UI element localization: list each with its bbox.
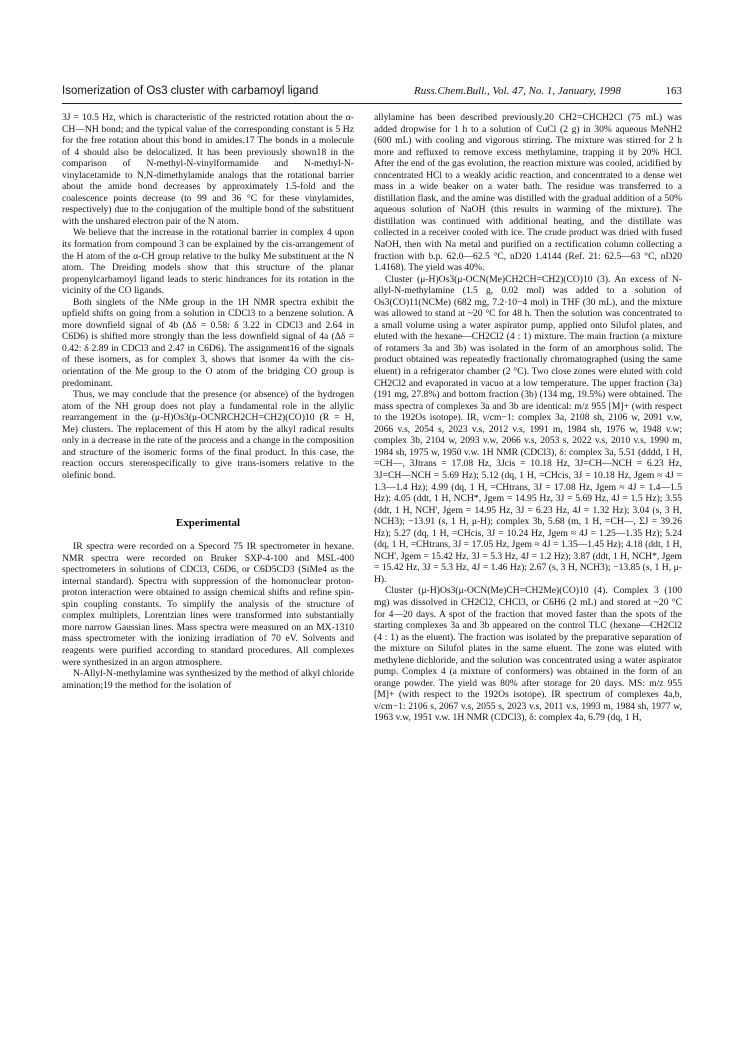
paragraph-cluster-3: Cluster (μ-H)Os3(μ-OCN(Me)CH2CH=CH2)(CO)10 (3). An excess of N-allyl-N-methylamine (1.5 g, 0.02 mol) was added to a solution of Os3(CO)11(NCMe) (682 mg, 7.2·10−4 mol) in THF (30 mL), and the mixture was allowed to stand at ~20 °C for 48 h. Then the solution was concentrated to a small volume using a water aspirator pump, applied onto Silufol plates, and eluted with the hexane—CH2Cl2 (4 : 1) mixture. The main fraction (a mixture of rotamers 3a and 3b) was isolated in the form of an amorphous solid. The product obtained was repeatedly fractionally chromatographed (using the same eluent) in a refrigerator chamber (2 °C). Two close zones were eluted with cold CH2Cl2 and evaporated in vacuo at a low temperature. The upper fraction (3a) (191 mg, 27.8%) and bottom fraction (3b) (134 mg, 19.5%) were obtained. The mass spectra of complexes 3a and 3b are identical: m/z 955 [M]+ (with respect to the 192Os isotope). IR, ν/cm−1: complex 3a, 2108 sh, 2106 w, 2091 v.w, 2066 v.s, 2054 s, 2023 v.s, 2012 v.s, 1991 m, 1984 sh, 1976 w, 1948 v.w; complex 3b, 2104 w, 2093 v.w, 2066 v.s, 2053 s, 2022 v.s, 2010 v.s, 1990 m, 1984 sh, 1975 w, 1950 v.w. 1H NMR (CDCl3), δ: complex 3a, 5.51 (dddd, 1 H, =CH—, 3Jtrans = 17.08 Hz, 3Jcis = 10.18 Hz, 3J=CH—NCH = 6.23 Hz, 3J=CH—NCH = 5.69 Hz); 5.12 (dq, 1 H, =CHcis, 3J = 10.18 Hz, Jgem ≈ 4J = 1.3—1.4 Hz); 4.99 (dq, 1 H, =CHtrans, 3J = 17.08 Hz, Jgem ≈ 4J = 1.4—1.5 Hz); 4.05 (ddt, 1 H, NCH*, Jgem = 14.95 Hz, 3J = 5.69 Hz, 4J = 1.5 Hz); 3.55 (ddt, 1 H, NCH', Jgem = 14.95 Hz, 3J = 6.23 Hz, 4J = 1.32 Hz); 3.04 (s, 3 H, NCH3); −13.91 (s, 1 H, μ-H); complex 3b, 5.68 (m, 1 H, =CH—, ΣJ = 39.26 Hz); 5.27 (dq, 1 H, =CHcis, 3J = 10.24 Hz, Jgem ≈ 4J = 1.25—1.35 Hz); 5.24 (dq, 1 H, =CHtrans, 3J = 17.05 Hz, Jgem ≈ 4J = 1.35—1.45 Hz); 4.18 (ddt, 1 H, NCH', Jgem = 15.42 Hz, 3J = 5.3 Hz, 4J = 1.2 Hz); 3.87 (ddt, 1 H, NCH*, Jgem = 15.42 Hz, 3J = 5.3 Hz, 4J = 1.46 Hz); 2.67 (s, 3 H, NCH3); −13.85 (s, 1 H, μ-H). (374, 273, 682, 585)
paragraph: Both singlets of the NMe group in the 1H NMR spectra exhibit the upfield shifts on going from a solution in CDCl3 to a benzene solution. A more downfield signal of 4b (Δδ = 0.58: δ 3.22 in CDCl3 and 2.64 in C6D6) is shifted more strongly than the less downfield signal of 4a (Δδ = 0.42: δ 2.89 in CDCl3 and 2.47 in C6D6). The assignment16 of the signals of these isomers, as for complex 3, shows that isomer 4a with the cis-orientation of the Me group to the O atom of the bridging CO group is predominant. (62, 296, 354, 389)
header-title: Isomerization of Os3 cluster with carbamoyl ligand (62, 85, 319, 97)
paragraph: allylamine has been described previously.20 CH2=CHCH2Cl (75 mL) was added dropwise for 1 h to a solution of CuCl (2 g) in 30% aqueous MeNH2 (600 mL) with cooling and vigorous stirring. The mixture was stirred for 2 h more and refluxed to remove excess methylamine, trapping it by 20% HCl. After the end of the gas evolution, the reaction mixture was cooled, acidified by concentrated HCl to a weakly acidic reaction, and concentrated to a dense wet mass in a wide beaker on a water bath. The residue was transferred to a distillation flask, and the amine was distilled with the gradual addition of a 50% aqueous solution of NaOH (this results in warming of the mixture). The distillation was continued with additional heating, and the distillate was collected in a receiver cooled with ice. The crude product was dried with fused NaOH, then with Na metal and purified on a rectification column collecting a fraction with b.p. 62.0—62.5 °C, nD20 1.4144 (Ref. 21: 62.5—63 °C, nD20 1.4168). The yield was 40%. (374, 112, 682, 274)
paragraph-cluster-4: Cluster (μ-H)Os3(μ-OCN(Me)CH=CH2Me)(CO)10 (4). Complex 3 (100 mg) was dissolved in CH2Cl2, CHCl3, or C6H6 (2 mL) and stored at ~20 °C for 4—20 days. A spot of the fraction that moved faster than the spots of the starting complexes 3a and 3b appeared on the control TLC (hexane—CH2Cl2 (4 : 1) as the eluent). The fraction was isolated by the preparative separation of the mixture on Silufol plates in the same eluent. The zone was eluted with methylene dichloride, and the solution was concentrated using a water aspirator pump. Complex 4 (a mixture of conformers) was obtained in the form of an orange powder. The yield was 80% after storage for 20 days. MS: m/z 955 [M]+ (with respect to the 192Os isotope). IR spectrum of complexes 4a,b, ν/cm−1: 2106 s, 2067 v.s, 2055 s, 2023 v.s, 2011 v.s, 1993 m, 1984 sh, 1977 w, 1963 v.w, 1951 v.w. 1H NMR (CDCl3), δ: complex 4a, 6.79 (dq, 1 H, (374, 585, 682, 724)
section-heading-experimental: Experimental (175, 516, 241, 529)
paragraph: N-Allyl-N-methylamine was synthesized by the method of alkyl chloride amination;19 the method for the isolation of (62, 668, 354, 691)
header-journal-citation: Russ.Chem.Bull., Vol. 47, No. 1, January, 1998 (414, 85, 621, 97)
running-header (62, 83, 682, 104)
paragraph: 3J = 10.5 Hz, which is characteristic of the restricted rotation about the α-CH—NH bond; and the typical value of the corresponding constant is 5 Hz for the free rotation about this bond in amides.17 The bonds in a molecule of 4 should also be delocalized. It has been previously shown18 in the comparison of N-methyl-N-vinylformamide and N-methyl-N-vinylacetamide to N,N-dimethylamide analogs that the rotational barrier about the amide bond decreases by approximately 1.5-fold and the coalescence points decrease (to 99 and 36 °C for these vinylamides, respectively) due to the conjugation of the multiple bond of the substituent with the unshared electron pair of the N atom. (62, 112, 354, 227)
paragraph: IR spectra were recorded on a Specord 75 IR spectrometer in hexane. NMR spectra were recorded on Bruker SXP-4-100 and MSL-400 spectrometers in solutions of CDCl3, C6D6, or C6D5CD3 (SiMe4 as the internal standard). Spectra with suppression of the homonuclear proton-proton interaction were obtained to assign chemical shifts and refine spin-spin coupling constants. To simplify the analysis of the structure of complex multiplets, Lorentzian lines were transformed into substantially more narrow Gaussian lines. Mass spectra were measured on an MX-1310 mass spectrometer with the ionizing irradiation of 70 eV. Solvents and reagents were purified according to standard procedures. All complexes were synthesized in an argon atmosphere. (62, 541, 354, 668)
left-column (62, 112, 354, 691)
paragraph: Thus, we may conclude that the presence (or absence) of the hydrogen atom of the NH group does not play a fundamental role in the allylic rearrangement in the (μ-H)Os3(μ-OCNRCH2CH=CH2)(CO)10 (R = H, Me) clusters. The replacement of this H atom by the alkyl radical results only in a decrease in the rate of the process and a change in the composition and structure of the isomeric forms of the final product. In this case, the reaction occurs stereospecifically to give trans-isomers relative to the olefinic bond. (62, 389, 354, 481)
page-number: 163 (665, 85, 682, 97)
paragraph: We believe that the increase in the rotational barrier in complex 4 upon its formation from compound 3 can be explained by the cis-arrangement of the H atom of the α-CH group relative to the bulky Me substituent at the N atom. The Dreiding models show that this structure of the planar propenylcarbamoyl ligand leads to steric hindrances for its rotation in the vicinity of the CO ligands. (62, 227, 354, 297)
right-column (374, 112, 682, 724)
